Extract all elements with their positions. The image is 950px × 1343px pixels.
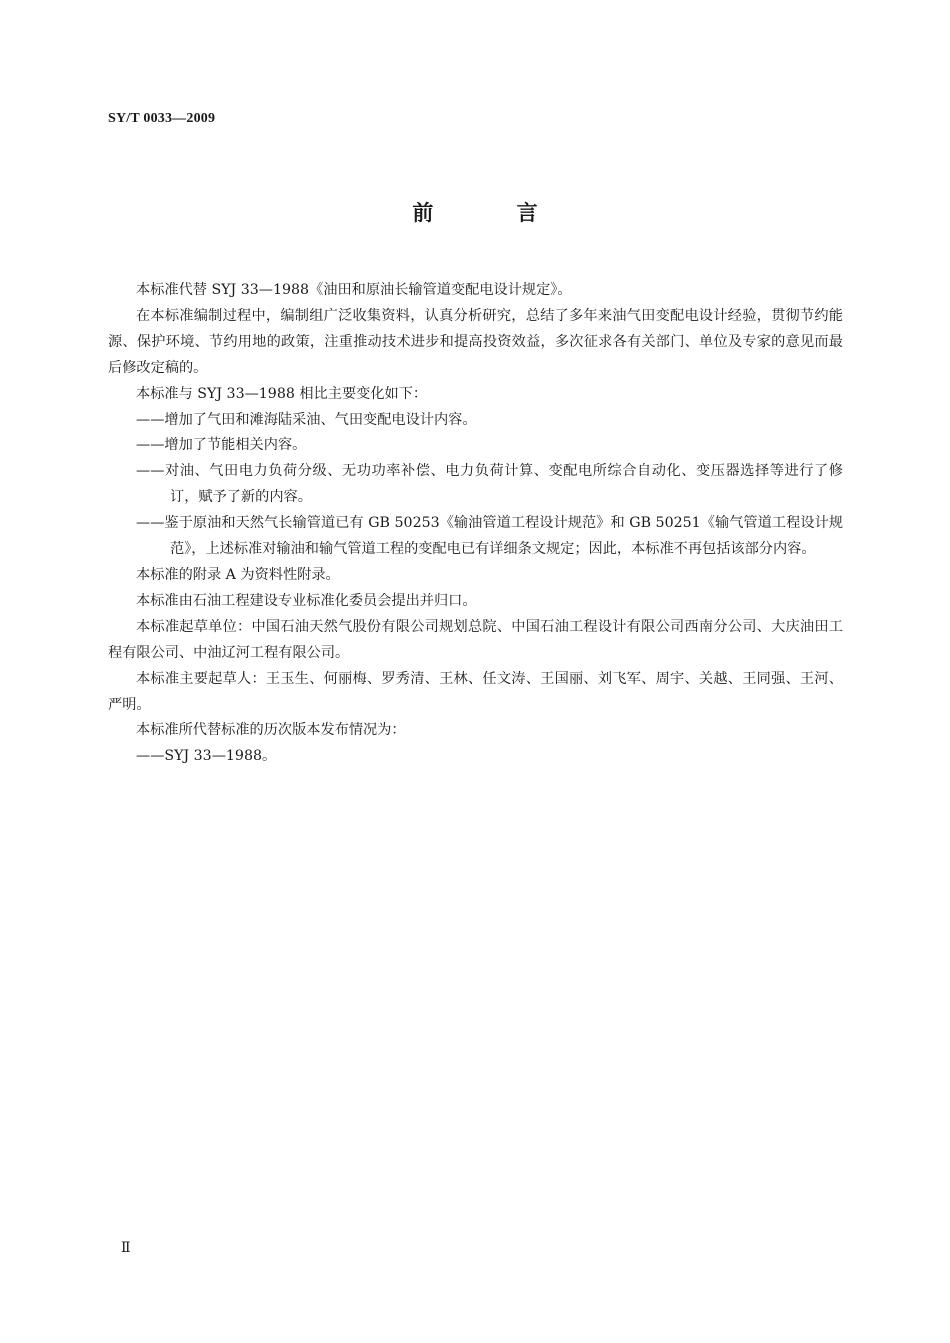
change-item: ——增加了节能相关内容。 <box>136 437 307 454</box>
paragraph-drafting-units: 本标准起草单位：中国石油天然气股份有限公司规划总院、中国石油工程设计有限公司西南分公司、大庆油田工程有限公司、中油辽河工程有限公司。 <box>108 618 843 661</box>
change-item: ——鉴于原油和天然气长输管道已有 GB 50253《输油管道工程设计规范》和 GB 50251《输气管道工程设计规范》，上述标准对输油和输气管道工程的变配电已有详细条文规定；因此，本标准不再包括该部分内容。 <box>136 515 843 558</box>
paragraph-history-intro: 本标准所代替标准的历次版本发布情况为： <box>136 722 406 739</box>
history-item: ——SYJ 33—1988。 <box>136 748 277 765</box>
change-item: ——增加了气田和滩海陆采油、气田变配电设计内容。 <box>136 411 477 428</box>
foreword-body <box>108 278 843 770</box>
change-item: ——对油、气田电力负荷分级、无功功率补偿、电力负荷计算、变配电所综合自动化、变压器选择等进行了修订，赋予了新的内容。 <box>136 463 843 506</box>
paragraph-committee: 本标准由石油工程建设专业标准化委员会提出并归口。 <box>136 592 477 609</box>
paragraph-replacement: 本标准代替 SYJ 33—1988《油田和原油长输管道变配电设计规定》。 <box>136 282 572 298</box>
page-number: Ⅱ <box>121 1241 131 1256</box>
paragraph-drafters: 本标准主要起草人：王玉生、何丽梅、罗秀清、王林、任文涛、王国丽、刘飞军、周宇、关越、王同强、王河、严明。 <box>108 670 843 713</box>
paragraph-drafting-process: 在本标准编制过程中，编制组广泛收集资料，认真分析研究，总结了多年来油气田变配电设计经验，贯彻节约能源、保护环境、节约用地的政策，注重推动技术进步和提高投资效益，多次征求各有关部门、单位及专家的意见而最后修改定稿的。 <box>108 307 843 376</box>
page-title: 前 言 <box>412 201 576 225</box>
paragraph-appendix: 本标准的附录 A 为资料性附录。 <box>136 566 340 583</box>
document-code: SY/T 0033—2009 <box>108 111 216 126</box>
paragraph-changes-intro: 本标准与 SYJ 33—1988 相比主要变化如下： <box>136 385 428 402</box>
